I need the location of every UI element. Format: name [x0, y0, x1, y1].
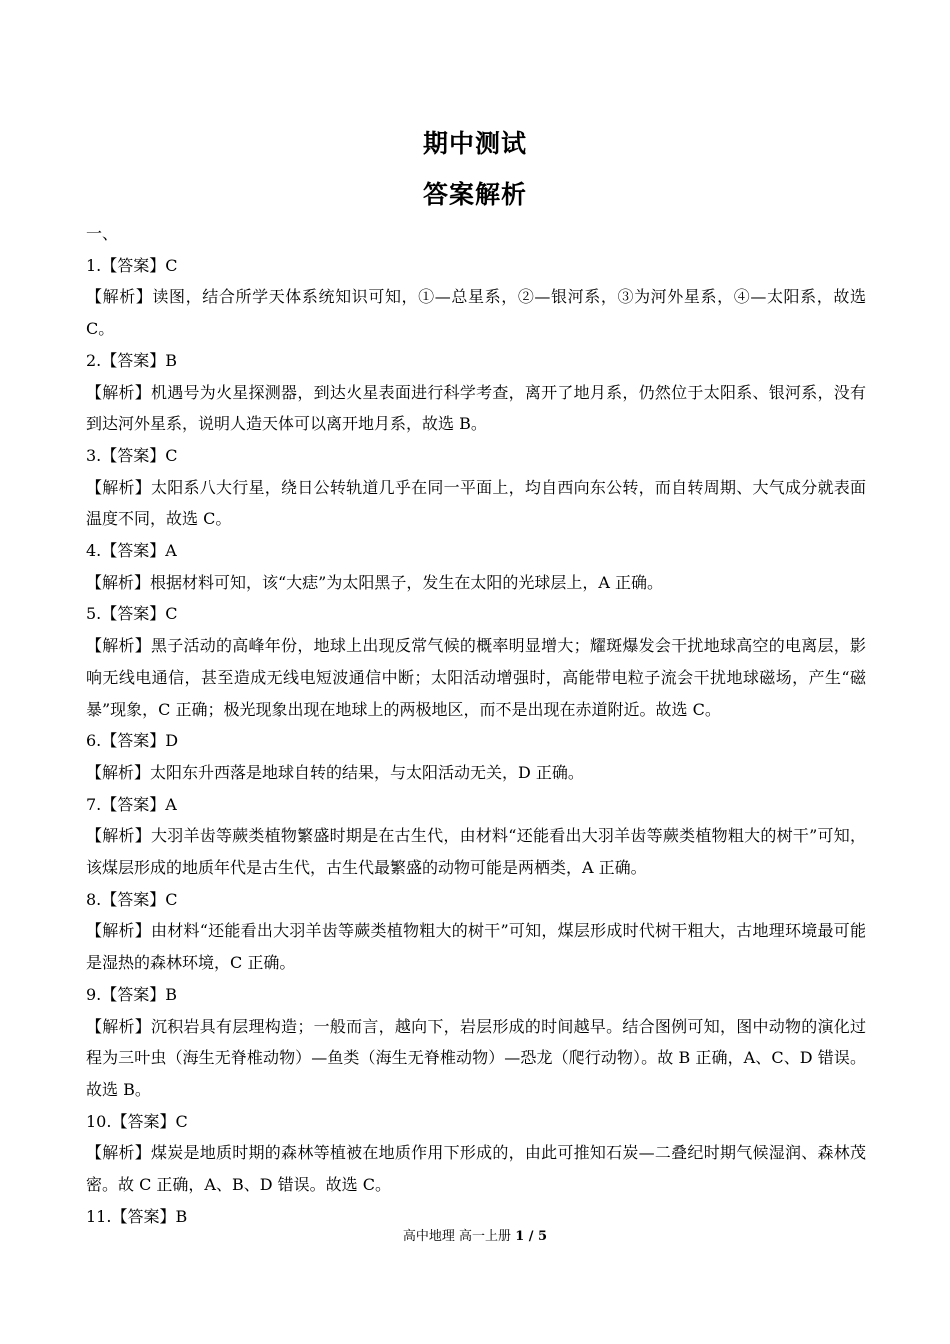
analysis-paragraph: 【解析】太阳东升西落是地球自转的结果，与太阳活动无关，D 正确。 — [86, 762, 584, 782]
footer-page-number: 1 / 5 — [515, 1229, 548, 1244]
section-marker: 一、 — [86, 224, 119, 243]
answer-line: 6.【答案】D — [86, 731, 179, 751]
answer-line: 4.【答案】A — [86, 541, 177, 561]
analysis-paragraph: 【解析】黑子活动的高峰年份，地球上出现反常气候的概率明显增大；耀斑爆发会干扰地球高空的电离层，影响无线电通信，甚至造成无线电短波通信中断；太阳活动增强时，高能带电粒子流会干扰地球磁场，产生“磁暴”现象，C 正确；极光现象出现在地球上的两极地区，而不是出现在赤道附近。故选 C。 — [86, 636, 866, 719]
answer-line: 2.【答案】B — [86, 350, 178, 370]
footer-subject: 高中地理 高一上册 — [402, 1229, 516, 1244]
analysis-paragraph: 【解析】根据材料可知，该“大痣”为太阳黑子，发生在太阳的光球层上，A 正确。 — [86, 572, 664, 592]
analysis-paragraph: 【解析】由材料“还能看出大羽羊齿等蕨类植物粗大的树干”可知，煤层形成时代树干粗大，古地理环境最可能是湿热的森林环境，C 正确。 — [86, 921, 866, 973]
analysis-paragraph: 【解析】太阳系八大行星，绕日公转轨道几乎在同一平面上，均自西向东公转，而自转周期、大气成分就表面温度不同，故选 C。 — [86, 477, 866, 529]
page-title: 期中测试 — [422, 129, 527, 158]
answer-line: 5.【答案】C — [86, 604, 178, 624]
analysis-paragraph: 【解析】读图，结合所学天体系统知识可知，①—总星系，②—银河系，③为河外星系，④—太阳系，故选C。 — [86, 287, 866, 339]
answer-line: 7.【答案】A — [86, 794, 177, 814]
page-footer — [0, 1225, 950, 1244]
answer-content — [86, 218, 866, 1233]
answer-line: 3.【答案】C — [86, 445, 178, 465]
answer-line: 1.【答案】C — [86, 255, 178, 275]
answer-line: 10.【答案】C — [86, 1111, 188, 1131]
analysis-paragraph: 【解析】大羽羊齿等蕨类植物繁盛时期是在古生代，由材料“还能看出大羽羊齿等蕨类植物粗大的树干”可知，该煤层形成的地质年代是古生代，古生代最繁盛的动物可能是两栖类，A 正确。 — [86, 826, 866, 878]
answer-line: 9.【答案】B — [86, 984, 178, 1004]
analysis-paragraph: 【解析】机遇号为火星探测器，到达火星表面进行科学考查，离开了地月系，仍然位于太阳系、银河系，没有到达河外星系，说明人造天体可以离开地月系，故选 B。 — [86, 382, 866, 434]
page-subtitle: 答案解析 — [422, 180, 527, 209]
analysis-paragraph: 【解析】沉积岩具有层理构造；一般而言，越向下，岩层形成的时间越早。结合图例可知，图中动物的演化过程为三叶虫（海生无脊椎动物）—鱼类（海生无脊椎动物）—恐龙（爬行动物）。故 B 正确，A、C、D 错误。故选 B。 — [86, 1016, 866, 1099]
answer-line: 8.【答案】C — [86, 889, 178, 909]
answer-line: 11.【答案】B — [86, 1206, 188, 1226]
analysis-paragraph: 【解析】煤炭是地质时期的森林等植被在地质作用下形成的，由此可推知石炭—二叠纪时期气候湿润、森林茂密。故 C 正确，A、B、D 错误。故选 C。 — [86, 1143, 866, 1195]
